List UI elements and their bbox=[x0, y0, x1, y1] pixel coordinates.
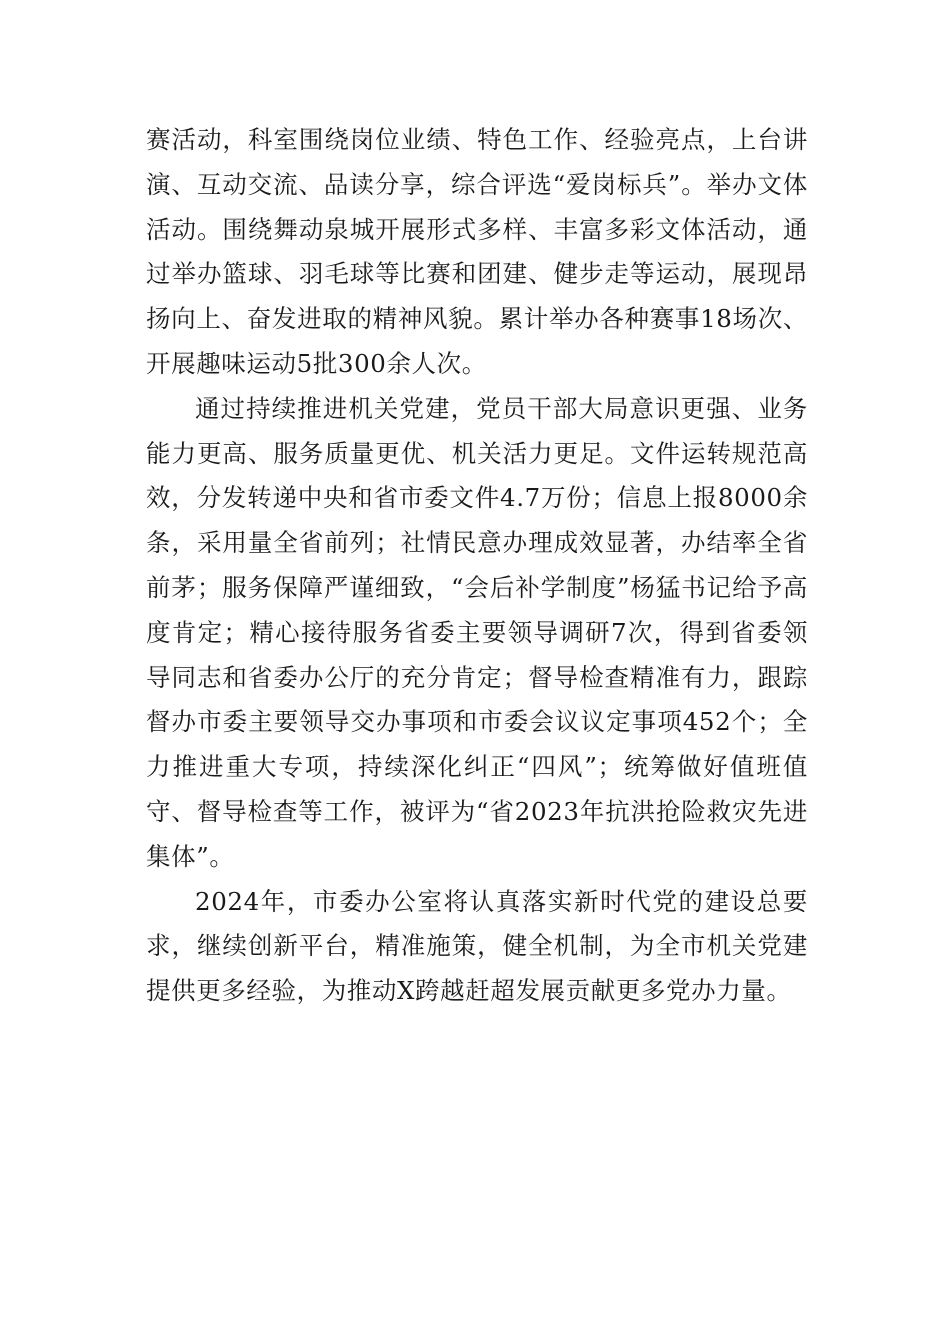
paragraph-outlook-2024: 2024年，市委办公室将认真落实新时代党的建设总要求，继续创新平台，精准施策，健全机制，为全市机关党建提供更多经验，为推动X跨越赶超发展贡献更多党办力量。 bbox=[146, 886, 808, 1006]
paragraph-activities: 赛活动，科室围绕岗位业绩、特色工作、经验亮点，上台讲演、互动交流、品读分享，综合评选“爱岗标兵”。举办文体活动。围绕舞动泉城开展形式多样、丰富多彩文体活动，通过举办篮球、羽毛球等比赛和团建、健步走等运动，展现昂扬向上、奋发进取的精神风貌。累计举办各种赛事18场次、开展趣味运动5批300余人次。 bbox=[146, 125, 808, 378]
document-body bbox=[146, 118, 808, 1014]
paragraph-achievements: 通过持续推进机关党建，党员干部大局意识更强、业务能力更高、服务质量更优、机关活力更足。文件运转规范高效，分发转递中央和省市委文件4.7万份；信息上报8000余条，采用量全省前列；社情民意办理成效显著，办结率全省前茅；服务保障严谨细致，“会后补学制度”杨猛书记给予高度肯定；精心接待服务省委主要领导调研7次，得到省委领导同志和省委办公厅的充分肯定；督导检查精准有力，跟踪督办市委主要领导交办事项和市委会议议定事项452个；全力推进重大专项，持续深化纠正“四风”；统筹做好值班值守、督导检查等工作，被评为“省2023年抗洪抢险救灾先进集体”。 bbox=[146, 393, 808, 871]
